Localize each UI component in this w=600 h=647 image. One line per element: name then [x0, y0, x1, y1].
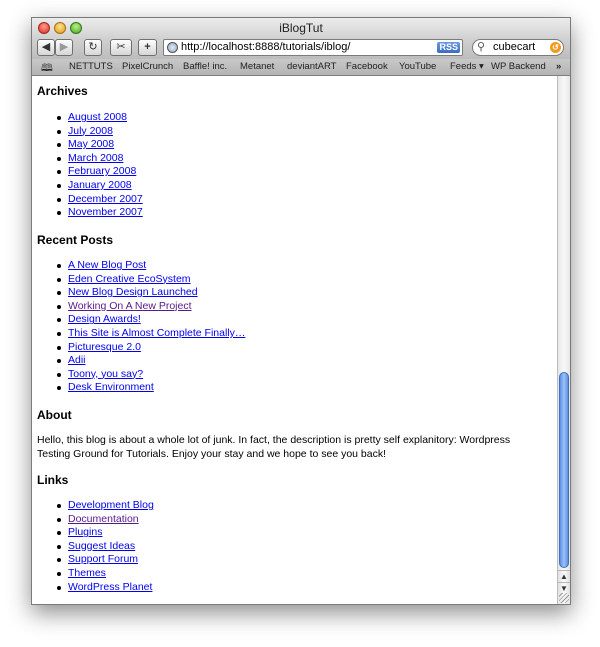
list-item: [37, 327, 245, 341]
recent-posts-list: [37, 259, 245, 395]
list-item: [37, 125, 143, 139]
resize-grip-icon[interactable]: [559, 593, 569, 603]
archive-link[interactable]: November 2007: [68, 206, 143, 219]
list-item: [37, 273, 245, 287]
archive-link[interactable]: July 2008: [68, 124, 113, 137]
list-item: [37, 206, 143, 220]
search-input[interactable]: cubecart: [493, 41, 536, 53]
bookmark-item-label: Feeds: [450, 61, 477, 72]
search-snapback-icon[interactable]: ↺: [550, 42, 561, 53]
bookmark-item[interactable]: WP Backend: [491, 61, 546, 72]
forward-arrow-icon: ▶: [59, 41, 69, 53]
blogroll-link[interactable]: Development Blog: [68, 499, 154, 511]
blogroll-link[interactable]: Themes: [68, 566, 106, 579]
bookmark-item[interactable]: PixelCrunch: [122, 61, 174, 72]
scroll-up-button[interactable]: [558, 570, 570, 582]
bookmark-item[interactable]: YouTube: [399, 61, 437, 72]
reload-icon: ↻: [88, 41, 98, 53]
list-item: [37, 179, 143, 193]
page-content: [32, 76, 559, 605]
list-item: [37, 165, 143, 179]
list-item: [37, 513, 154, 527]
bookmark-item[interactable]: Metanet: [240, 61, 275, 72]
about-heading: About: [37, 408, 72, 422]
arrow-up-icon: ▲: [560, 572, 568, 581]
bookmarks-bar: [32, 59, 570, 76]
blogroll-link[interactable]: WordPress Planet: [68, 580, 153, 593]
archive-link[interactable]: February 2008: [68, 165, 137, 178]
post-link[interactable]: New Blog Design Launched: [68, 286, 198, 299]
reload-button[interactable]: [84, 39, 102, 56]
post-link[interactable]: Toony, you say?: [68, 367, 144, 380]
window-title: iBlogTut: [279, 21, 323, 35]
post-link[interactable]: Desk Environment: [68, 381, 154, 394]
blogroll-link[interactable]: Suggest Ideas: [68, 539, 136, 552]
list-item: [37, 193, 143, 207]
add-bookmark-button[interactable]: [138, 39, 157, 56]
search-field[interactable]: [472, 39, 564, 56]
blogroll-link[interactable]: Support Forum: [68, 553, 139, 566]
chevron-down-icon: ▾: [479, 61, 484, 72]
snapback-icon: ✂: [116, 41, 126, 53]
list-item: [37, 567, 154, 581]
browser-window: [31, 17, 571, 605]
list-item: [37, 286, 245, 300]
post-link[interactable]: Design Awards!: [68, 313, 141, 326]
archive-link[interactable]: December 2007: [68, 192, 143, 205]
post-link[interactable]: A New Blog Post: [68, 259, 147, 271]
blogroll-link[interactable]: Documentation: [68, 512, 139, 525]
list-item: [37, 300, 245, 314]
bookmark-item[interactable]: NETTUTS: [69, 61, 113, 72]
toolbar: [32, 38, 570, 59]
forward-button[interactable]: [55, 39, 73, 56]
post-link[interactable]: Picturesque 2.0: [68, 340, 141, 353]
search-icon: ⚲: [477, 41, 486, 53]
back-button[interactable]: [37, 39, 55, 56]
title-bar: [32, 18, 570, 38]
arrow-down-icon: ▼: [560, 584, 568, 593]
list-item: [37, 581, 154, 595]
scrollbar-thumb[interactable]: [559, 372, 569, 568]
bookmark-item-feeds[interactable]: [450, 61, 484, 72]
rss-button[interactable]: RSS: [439, 42, 458, 52]
archives-list: [37, 111, 143, 220]
archive-link[interactable]: August 2008: [68, 111, 127, 123]
blogroll-link[interactable]: Plugins: [68, 526, 103, 539]
post-link[interactable]: This Site is Almost Complete Finally…: [68, 326, 246, 339]
plus-icon: +: [144, 41, 151, 53]
list-item: [37, 152, 143, 166]
bookmark-item[interactable]: deviantART: [287, 61, 337, 72]
globe-icon: [167, 42, 178, 53]
address-bar[interactable]: [163, 39, 463, 56]
list-item: [37, 553, 154, 567]
list-item: [37, 354, 245, 368]
list-item: [37, 368, 245, 382]
list-item: [37, 499, 154, 513]
list-item: [37, 138, 143, 152]
list-item: [37, 381, 245, 395]
list-item: [37, 259, 245, 273]
recent-posts-heading: Recent Posts: [37, 233, 114, 247]
bookmark-item[interactable]: Facebook: [346, 61, 388, 72]
list-item: [37, 540, 154, 554]
links-list: [37, 499, 154, 594]
post-link[interactable]: Adii: [68, 354, 86, 367]
post-link[interactable]: Eden Creative EcoSystem: [68, 272, 191, 285]
list-item: [37, 526, 154, 540]
about-text: Hello, this blog is about a whole lot of junk. In fact, the description is pretty self explanitory: Wordpress Testing Ground for Tutorials. Enjoy your stay and we hope to see you back!: [37, 434, 511, 460]
archive-link[interactable]: March 2008: [68, 151, 124, 164]
back-arrow-icon: ◀: [41, 41, 51, 53]
snapback-button[interactable]: [110, 39, 132, 56]
archive-link[interactable]: May 2008: [68, 138, 115, 151]
archive-link[interactable]: January 2008: [68, 178, 132, 191]
links-heading: Links: [37, 473, 69, 487]
post-link[interactable]: Working On A New Project: [68, 299, 192, 312]
list-item: [37, 313, 245, 327]
url-text[interactable]: http://localhost:8888/tutorials/iblog/: [181, 41, 351, 53]
bookmarks-overflow-icon[interactable]: »: [556, 61, 562, 72]
vertical-scrollbar[interactable]: [557, 76, 570, 605]
bookmark-item[interactable]: Baffle! inc.: [183, 61, 228, 72]
book-icon[interactable]: 🕮: [41, 63, 53, 74]
list-item: [37, 111, 143, 125]
archives-heading: Archives: [37, 84, 88, 98]
list-item: [37, 341, 245, 355]
